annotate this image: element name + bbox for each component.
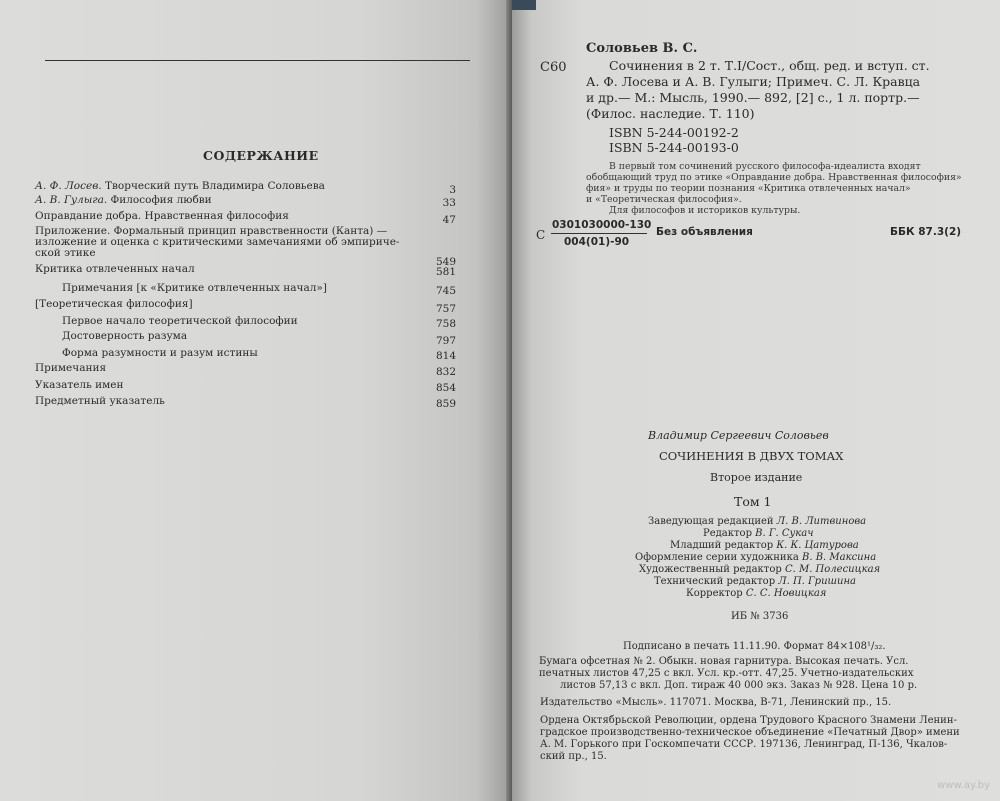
toc-entry-title: Оправдание добра. Нравственная философия [35, 210, 289, 222]
credit-role: Младший редактор [670, 540, 774, 551]
toc-entry-title: изложение и оценка с критическими замечаниями об эмпириче- [35, 236, 400, 248]
toc-entry-title: Творческий путь Владимира Соловьева [105, 180, 325, 192]
classification-denominator: 004(01)-90 [564, 236, 630, 248]
toc-entry-title: Форма разумности и разум истины [62, 347, 258, 359]
credit-line [648, 516, 866, 527]
credit-line [635, 552, 876, 563]
credit-name: В. Г. Сукач [755, 528, 814, 539]
abstract-line: Для философов и историков культуры. [609, 205, 801, 216]
toc-entry-page: 581 [435, 266, 456, 278]
toc-entry-page: 3 [449, 184, 456, 196]
toc-entry-title: Философия любви [110, 194, 212, 206]
credit-name: С. М. Полесицкая [784, 564, 881, 575]
toc-entry-page: 47 [442, 214, 456, 226]
printer-line: А. М. Горького при Госкомпечати СССР. 197136, Ленинград, П-136, Чкалов- [540, 739, 948, 750]
abstract-line: обобщающий труд по этике «Оправдание добра. Нравственная философия» [586, 172, 962, 183]
toc-entry-title: Указатель имен [35, 379, 124, 391]
toc-entry-title: ской этике [35, 247, 96, 259]
toc-entry-title: Первое начало теоретической философии [62, 315, 298, 327]
credit-role: Редактор [703, 528, 752, 539]
right-page [512, 0, 1000, 801]
abstract-line: и «Теоретическая философия». [586, 194, 742, 205]
toc-entry-page: 745 [435, 285, 456, 297]
isbn: ISBN 5-244-00193-0 [609, 140, 739, 155]
credit-role: Художественный редактор [639, 564, 782, 575]
toc-entry-author: А. В. Гулыга. [35, 194, 108, 206]
imprint-line: листов 57,13 с вкл. Доп. тираж 40 000 экз. Заказ № 928. Цена 10 р. [560, 680, 918, 691]
printer-line: градское производственно-техническое объединение «Печатный Двор» имени [540, 727, 960, 738]
imprint-line: Бумага офсетная № 2. Обыкн. новая гарнитура. Высокая печать. Усл. [539, 656, 909, 667]
isbn: ISBN 5-244-00192-2 [609, 125, 739, 140]
toc-entry-author: А. Ф. Лосев. [35, 180, 102, 192]
credit-line [703, 528, 813, 539]
bib-line: А. Ф. Лосева и А. В. Гулыги; Примеч. С. Л. Кравца [586, 74, 921, 89]
credit-name: Л. В. Литвинова [776, 516, 867, 527]
credit-line [686, 588, 826, 599]
toc-entry-page: 797 [435, 335, 456, 347]
title-author: Владимир Сергеевич Соловьев [648, 429, 829, 442]
bbk-code: ББК 87.3(2) [890, 226, 962, 238]
printer-line: Ордена Октябрьской Революции, ордена Трудового Красного Знамени Ленин- [540, 715, 957, 726]
catalog-code: С60 [540, 60, 567, 75]
bib-line: Сочинения в 2 т. Т.I/Сост., общ. ред. и вступ. ст. [609, 58, 930, 73]
imprint-line: Подписано в печать 11.11.90. Формат 84×108¹/₃₂. [623, 641, 886, 652]
classification-numerator: 0301030000-130 [552, 219, 652, 231]
toc-entry-page: 757 [435, 303, 456, 315]
credit-name: В. В. Максина [801, 552, 877, 563]
credit-name: Л. П. Гришина [778, 576, 856, 587]
book-title: СОЧИНЕНИЯ В ДВУХ ТОМАХ [659, 449, 844, 463]
printer-line: ский пр., 15. [540, 751, 607, 762]
credit-line [639, 564, 880, 575]
credit-line [670, 540, 859, 551]
credit-role: Заведующая редакцией [648, 516, 774, 527]
book-edge [512, 0, 536, 10]
toc-entry-title: [Теоретическая философия] [35, 298, 193, 310]
imprint-line: печатных листов 47,25 с вкл. Усл. кр.-отт. 47,25. Учетно-издательских [539, 668, 914, 679]
watermark: www.ay.by [937, 780, 990, 791]
toc-entry-title: Достоверность разума [62, 330, 188, 342]
classification-letter: С [536, 228, 546, 242]
toc-entry-page: 33 [442, 197, 456, 209]
toc-entry-page: 814 [435, 350, 456, 362]
toc-entry-title: Критика отвлеченных начал [35, 263, 195, 275]
credit-role: Оформление серии художника [635, 552, 799, 563]
toc-entry-title: Предметный указатель [35, 395, 165, 407]
toc-entry-page: 758 [435, 318, 456, 330]
toc-entry-page: 832 [435, 366, 456, 378]
edition: Второе издание [710, 471, 803, 484]
book-author: Соловьев В. С. [586, 41, 698, 56]
abstract-line: В первый том сочинений русского философа-идеалиста входят [609, 161, 921, 172]
credit-line [654, 576, 856, 587]
fraction-line [551, 233, 647, 234]
toc-title: СОДЕРЖАНИЕ [203, 148, 319, 163]
publisher-line: Издательство «Мысль». 117071. Москва, В-71, Ленинский пр., 15. [540, 697, 892, 708]
bib-line: и др.— М.: Мысль, 1990.— 892, [2] с., 1 л. портр.— [586, 90, 920, 105]
volume: Том 1 [734, 494, 772, 509]
toc-entry-title: Примечания [35, 362, 107, 374]
toc-entry-page: 549 [435, 256, 456, 268]
credit-role: Корректор [686, 588, 743, 599]
toc-entry-title: Приложение. Формальный принцип нравственности (Канта) — [35, 225, 388, 237]
header-rule [45, 60, 470, 61]
credit-role: Технический редактор [654, 576, 776, 587]
credit-name: К. К. Цатурова [776, 540, 859, 551]
toc-entry-page: 859 [435, 398, 456, 410]
classification-note: Без объявления [656, 226, 753, 238]
ib-number: ИБ № 3736 [731, 611, 789, 622]
bib-line: (Филос. наследие. Т. 110) [586, 106, 755, 121]
toc-entry-page: 854 [435, 382, 456, 394]
credit-name: С. С. Новицкая [745, 588, 827, 599]
abstract-line: фия» и труды по теории познания «Критика отвлеченных начал» [586, 183, 911, 194]
toc-entry-title: Примечания [к «Критике отвлеченных начал»] [62, 282, 327, 294]
